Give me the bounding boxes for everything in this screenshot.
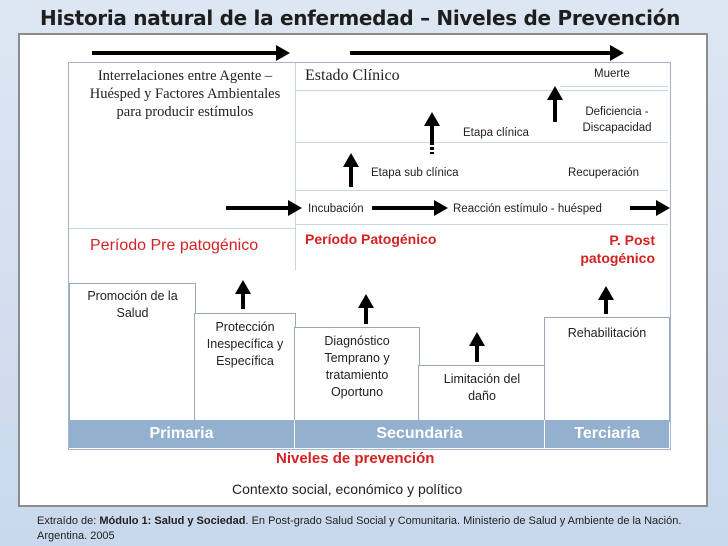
recuperacion-label: Recuperación [568, 167, 639, 179]
line-estado [296, 90, 668, 91]
reaccion-label: Reacción estímulo - huésped [453, 203, 602, 215]
mid-arrow-3 [630, 206, 658, 210]
etapa-clinica-label: Etapa clínica [463, 127, 529, 139]
rehabilitacion-box [544, 317, 670, 422]
proteccion-box [194, 313, 296, 422]
source-footer [37, 514, 707, 544]
bar-secundaria: Secundaria [295, 420, 545, 448]
promocion-box [69, 283, 196, 422]
pre-patogenico-label: Período Pre patogénico [90, 237, 259, 254]
bar-primaria: Primaria [69, 420, 295, 448]
deficiencia-label: Deficiencia - Discapacidad [582, 106, 652, 134]
post-patogenico-label: P. Post patogénico [580, 232, 655, 266]
diagnostico-box [294, 327, 420, 422]
line-subclinica [296, 190, 668, 191]
top-arrow-right [350, 51, 612, 55]
incubacion-label: Incubación [308, 203, 364, 215]
arrow-up-diagnostico [364, 306, 368, 324]
footer-rest: . En Post-grado Salud Social y Comunitaria. Ministerio de Salud y Ambiente de la Nación. Argentina. 2005 [37, 515, 682, 542]
page-title: Historia natural de la enfermedad – Niveles de Prevención [40, 6, 681, 30]
period-divider [295, 63, 296, 270]
limitacion-text: Limitación del daño [443, 372, 521, 403]
footer-prefix: Extraído de: [37, 515, 100, 527]
line-incubacion [296, 224, 668, 225]
pre-pathogenic-text: Interrelaciones entre Agente – Huésped y Factores Ambientales para producir estímulos [89, 68, 281, 120]
promocion-text: Promoción de la Salud [87, 289, 178, 320]
context-label: Contexto social, económico y político [232, 481, 463, 497]
arrow-up-etapa-clinica [430, 124, 434, 142]
proteccion-text: Protección Inespecífica y Específica [206, 320, 284, 368]
rehabilitacion-text: Rehabilitación [567, 326, 647, 340]
top-arrow-left [92, 51, 278, 55]
line-muerte [560, 86, 668, 87]
diagnostico-text: Diagnóstico Temprano y tratamiento Oportuno [324, 334, 390, 399]
mid-arrow-1 [226, 206, 290, 210]
bar-terciaria: Terciaria [545, 420, 669, 448]
estado-clinico-label: Estado Clínico [305, 67, 400, 84]
arrow-up-limitacion [475, 344, 479, 362]
arrow-up-rehabilitacion [604, 298, 608, 314]
arrow-up-subclinica [349, 165, 353, 187]
arrow-up-proteccion [241, 292, 245, 309]
arrow-up-muerte [553, 98, 557, 122]
limitacion-box [418, 365, 546, 422]
etapa-subclinica-label: Etapa sub clínica [371, 167, 459, 179]
muerte-label: Muerte [594, 68, 630, 80]
niveles-prevencion-label: Niveles de prevención [276, 450, 435, 467]
line-pre [69, 228, 295, 229]
mid-arrow-2 [372, 206, 436, 210]
footer-bold: Módulo 1: Salud y Sociedad [99, 515, 246, 527]
patogenico-label: Período Patogénico [305, 231, 437, 247]
arrow-dash-horizon [430, 142, 434, 154]
line-horizon [296, 142, 668, 143]
